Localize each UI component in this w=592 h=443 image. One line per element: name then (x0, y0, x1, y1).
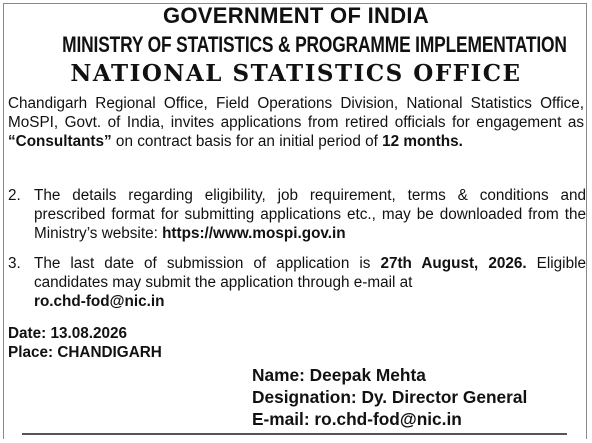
notice-place: Place: CHANDIGARH (8, 344, 162, 361)
header-government: GOVERNMENT OF INDIA (162, 3, 430, 28)
intro-role: “Consultants” (8, 133, 112, 150)
item-body (34, 254, 586, 311)
item-text: The last date of submission of application is (34, 255, 381, 272)
intro-text-b: on contract basis for an initial period of (111, 133, 383, 150)
item-body (34, 186, 586, 243)
item-text: The details regarding eligibility, job requirement, terms & conditions and prescribed format for submitting applications etc., may be downloaded from the Ministry’s website: (34, 187, 586, 242)
application-email-link[interactable]: ro.chd-fod@nic.in (34, 293, 165, 310)
signatory-name: Name: Deepak Mehta (252, 365, 426, 385)
notice-date: Date: 13.08.2026 (8, 325, 128, 342)
signatory-designation: Designation: Dy. Director General (252, 387, 528, 407)
deadline-date: 27th August, 2026. (380, 255, 527, 272)
header-ministry: MINISTRY OF STATISTICS & PROGRAMME IMPLEMENTATION (62, 32, 567, 57)
ministry-website-link[interactable]: https://www.mospi.gov.in (162, 225, 346, 242)
intro-period: 12 months. (382, 133, 463, 150)
signatory-email: E-mail: ro.chd-fod@nic.in (252, 409, 462, 429)
header-office: NATIONAL STATISTICS OFFICE (70, 60, 522, 87)
intro-paragraph (8, 94, 584, 151)
item-text: Eligible candidates may submit the application through e-mail at (34, 255, 586, 291)
item-number: 2. (8, 187, 21, 204)
item-number: 3. (8, 255, 21, 272)
intro-text-a: Chandigarh Regional Office, Field Operations Division, National Statistics Office, MoSPI, Govt. of India, invites applications from retired officials for engagement as (8, 95, 584, 131)
bottom-rule (22, 433, 567, 435)
